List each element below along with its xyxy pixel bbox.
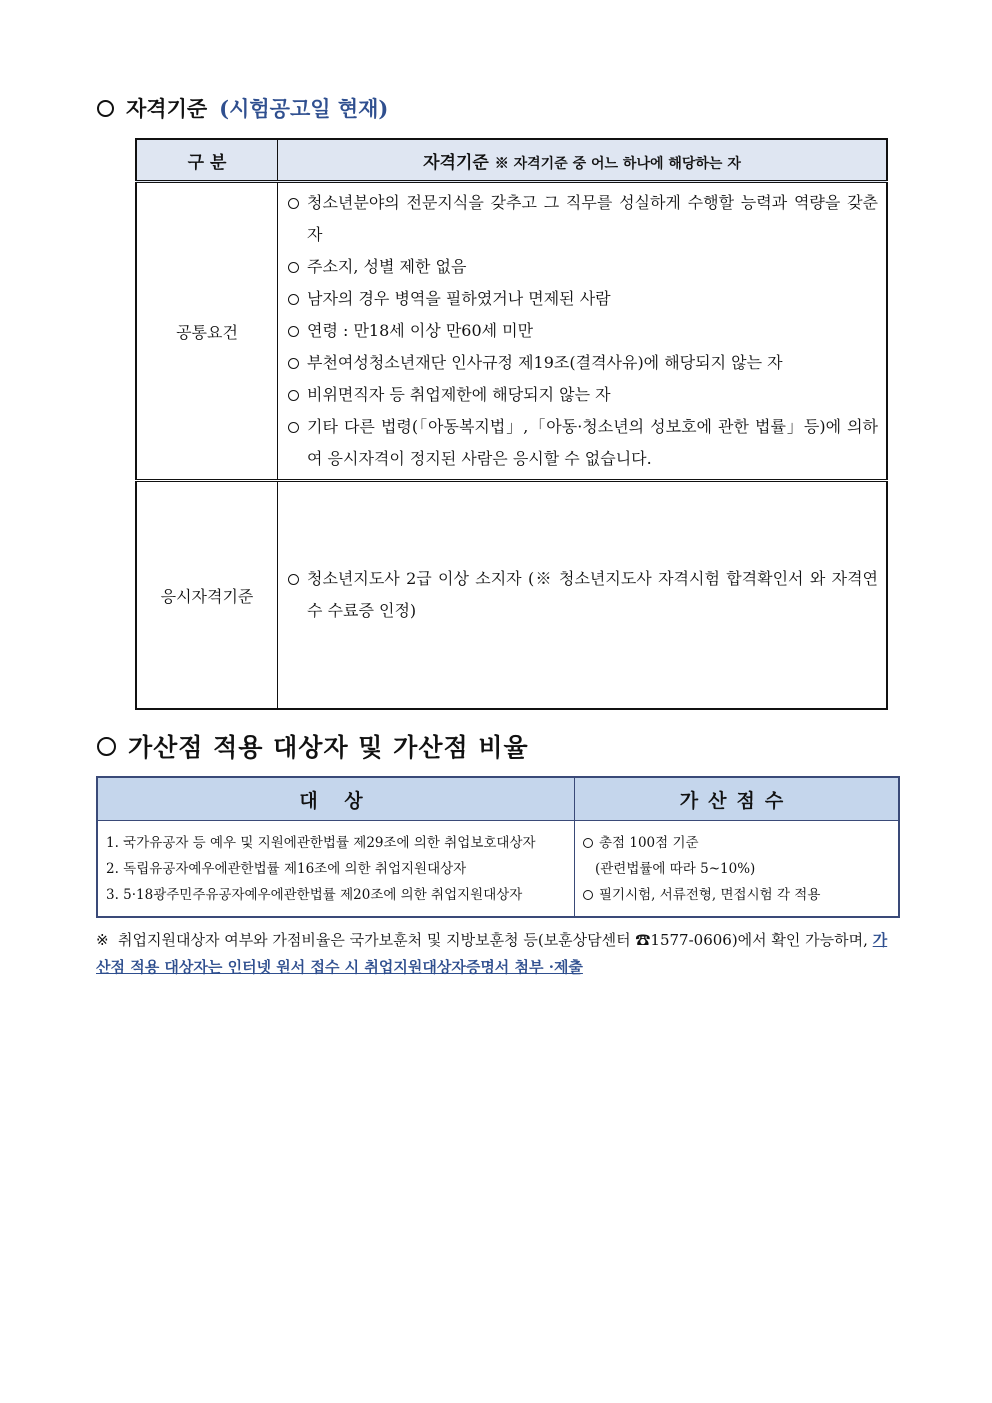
list-item-text: 청소년지도사 2급 이상 소지자 (※ 청소년지도사 자격시험 합격확인서 와 자격연수 수료증 인정) (307, 569, 878, 620)
section-title-accent: (시험공고일 현재) (219, 96, 389, 121)
list-item-text: 주소지, 성별 제한 없음 (307, 257, 467, 276)
header-category: 구 분 (136, 139, 278, 182)
row-content (278, 182, 888, 481)
list-item-text: 부천여성청소년재단 인사규정 제19조(결격사유)에 해당되지 않는 자 (307, 353, 783, 372)
section-title-text: 자격기준 (126, 96, 208, 121)
table-header-row (97, 777, 899, 821)
bonus-points-table (96, 776, 900, 918)
circle-bullet-icon (288, 574, 299, 585)
section-title-qualifications (97, 93, 388, 123)
list-item (288, 563, 878, 627)
list-item (288, 411, 878, 475)
list-item: 1. 국가유공자 등 예우 및 지원에관한법률 제29조에 의한 취업보호대상자 (106, 835, 536, 851)
targets-cell (97, 821, 575, 918)
circle-bullet-icon (583, 838, 593, 848)
list-item (288, 379, 878, 411)
circle-bullet-icon (288, 390, 299, 401)
list-item (288, 315, 878, 347)
list-item (288, 187, 878, 251)
row-content (278, 481, 888, 710)
circle-bullet-icon (288, 198, 299, 209)
list-item-text: 연령 : 만18세 이상 만60세 미만 (307, 321, 534, 340)
circle-bullet-icon (288, 262, 299, 273)
circle-bullet-icon (288, 326, 299, 337)
table-row (136, 481, 887, 710)
circle-bullet-icon (288, 422, 299, 433)
list-item (583, 882, 890, 908)
table-header-row (136, 139, 887, 182)
table-row (136, 182, 887, 481)
list-item-text: 총점 100점 기준 (599, 835, 699, 851)
list-item-text: 남자의 경우 병역을 필하였거나 면제된 사람 (307, 289, 611, 308)
circle-bullet-icon (583, 890, 593, 900)
circle-bullet-icon (97, 100, 114, 117)
footnote (96, 927, 900, 981)
circle-bullet-icon (288, 294, 299, 305)
qualification-table (135, 138, 888, 710)
section-title-text: 가산점 적용 대상자 및 가산점 비율 (128, 733, 529, 762)
footnote-highlight: 가산점 적용 대상자는 인터넷 원서 접수 시 취업지원대상자증명서 첨부 ·제출 (96, 931, 888, 976)
list-item-text: 청소년분야의 전문지식을 갖추고 그 직무를 성실하게 수행할 능력과 역량을 갖춘 자 (307, 193, 878, 244)
list-item: 2. 독립유공자예우에관한법률 제16조에 의한 취업지원대상자 (106, 861, 467, 877)
header-criteria (278, 139, 888, 182)
circle-bullet-icon (97, 737, 116, 756)
header-criteria-label: 자격기준 (423, 152, 489, 173)
header-target: 대 상 (97, 777, 575, 821)
list-item-subtext: (관련법률에 따라 5~10%) (595, 861, 756, 877)
points-cell (575, 821, 900, 918)
circle-bullet-icon (288, 358, 299, 369)
header-points: 가산점수 (575, 777, 900, 821)
list-item (583, 830, 890, 856)
section-title-bonus-points (97, 728, 529, 764)
row-category: 응시자격기준 (136, 481, 278, 710)
list-item-text: 필기시험, 서류전형, 면접시험 각 적용 (599, 887, 821, 903)
list-item (288, 347, 878, 379)
list-item (288, 251, 878, 283)
row-category: 공통요건 (136, 182, 278, 481)
list-item-text: 기타 다른 법령(「아동복지법」,「아동·청소년의 성보호에 관한 법률」등)에 의하여 응시자격이 정지된 사람은 응시할 수 없습니다. (307, 417, 878, 468)
list-item: 3. 5·18광주민주유공자예우에관한법률 제20조에 의한 취업지원대상자 (106, 887, 523, 903)
list-item-text: 비위면직자 등 취업제한에 해당되지 않는 자 (307, 385, 611, 404)
table-row (97, 821, 899, 918)
list-item (288, 283, 878, 315)
reference-mark: ※ (96, 931, 109, 949)
header-criteria-note: ※ 자격기준 중 어느 하나에 해당하는 자 (494, 155, 741, 172)
footnote-text: 취업지원대상자 여부와 가점비율은 국가보훈처 및 지방보훈청 등(보훈상담센터 ☎1577-0606)에서 확인 가능하며, (118, 931, 868, 949)
